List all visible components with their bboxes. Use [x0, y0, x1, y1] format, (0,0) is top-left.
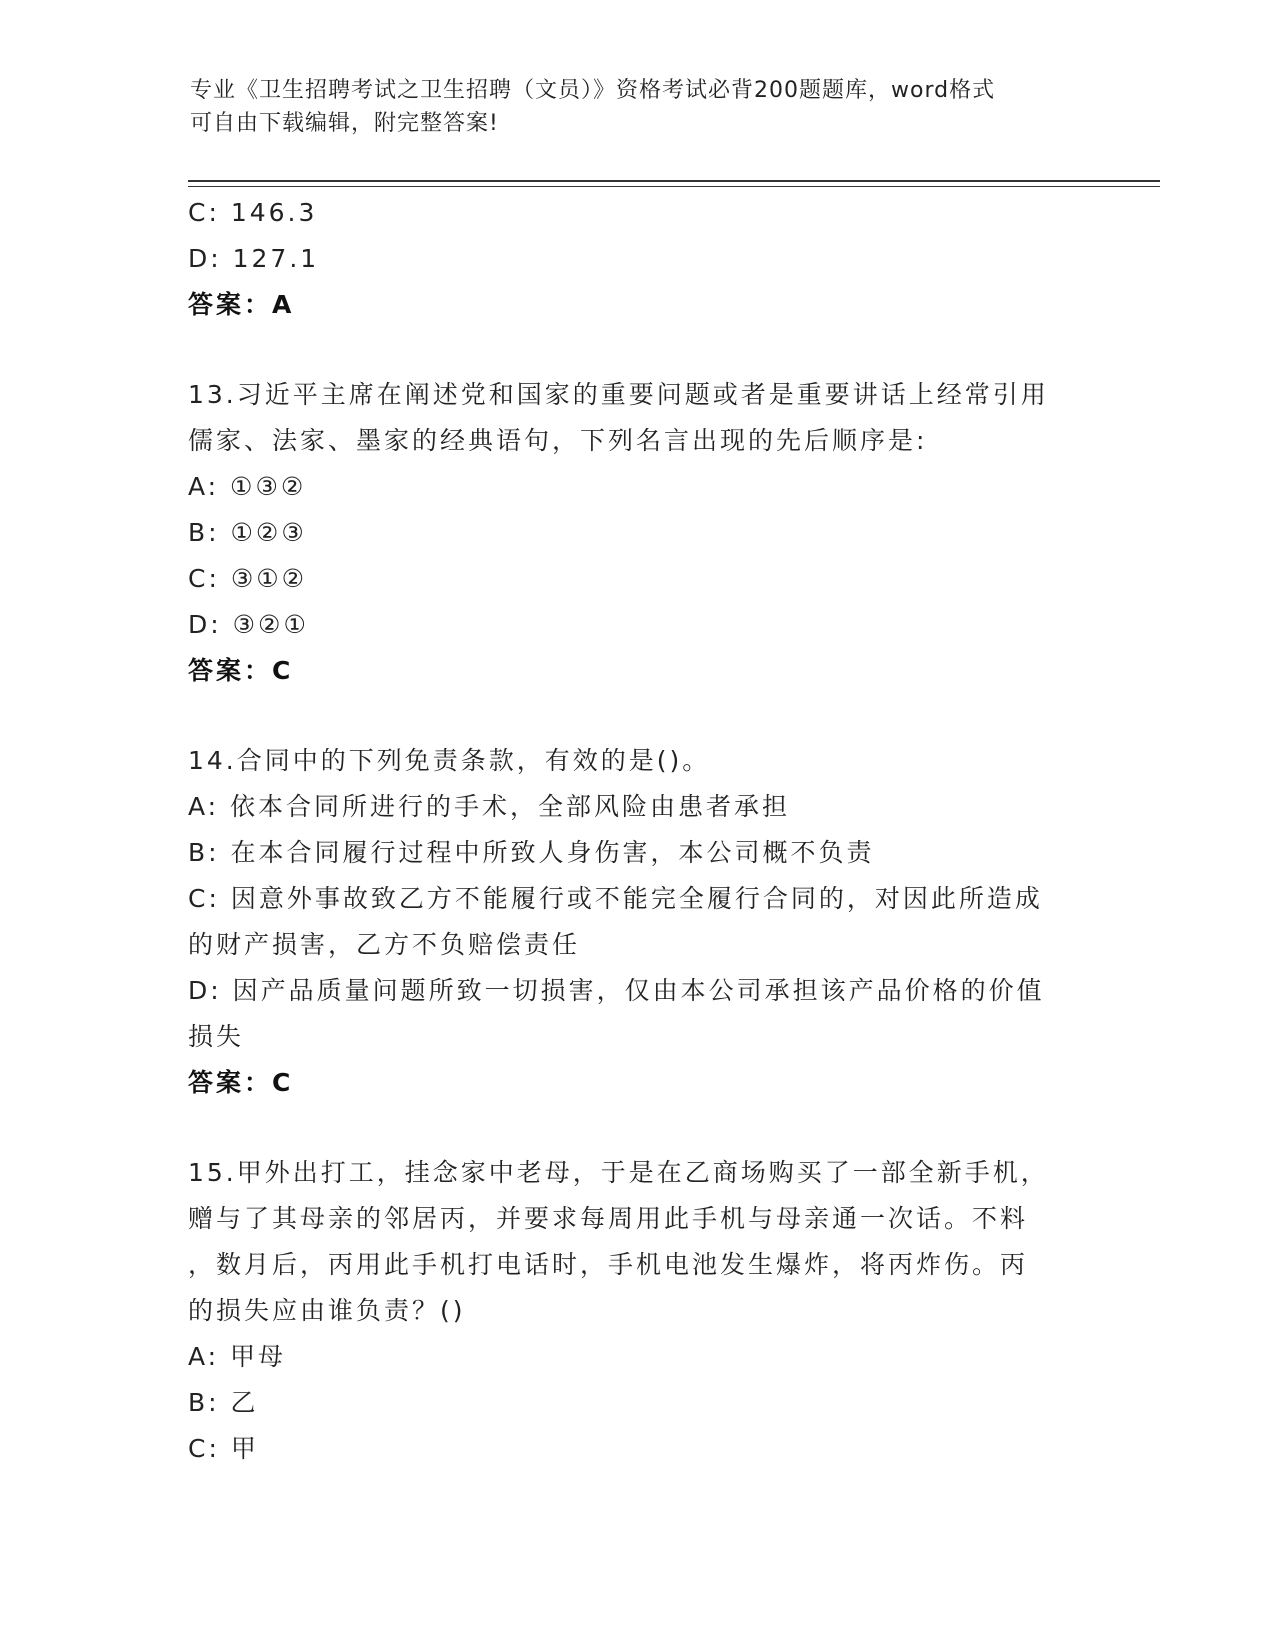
q12-option-d: D: 127.1 — [188, 244, 320, 273]
question-15 — [188, 1150, 1088, 1472]
q14-stem: 14.合同中的下列免责条款，有效的是()。 — [188, 746, 711, 775]
q15-option-a: A: 甲母 — [188, 1342, 287, 1371]
q15-stem-line-4: 的损失应由谁负责？() — [188, 1296, 466, 1325]
spacer — [188, 694, 1088, 738]
document-header — [190, 74, 1090, 140]
q14-option-c-line-2: 的财产损害，乙方不负赔偿责任 — [188, 930, 581, 959]
q13-option-a: A: ①③② — [188, 472, 307, 501]
q14-option-d-line-1: D: 因产品质量问题所致一切损害，仅由本公司承担该产品价格的价值 — [188, 976, 1045, 1005]
q15-option-c: C: 甲 — [188, 1434, 259, 1463]
q12-option-c: C: 146.3 — [188, 198, 318, 227]
spacer — [188, 328, 1088, 372]
q13-option-c: C: ③①② — [188, 564, 308, 593]
question-13 — [188, 372, 1088, 694]
q15-option-b: B: 乙 — [188, 1388, 259, 1417]
header-title-line-2: 可自由下载编辑，附完整答案! — [190, 111, 499, 136]
header-divider-thin — [188, 186, 1160, 187]
q15-stem-line-1: 15.甲外出打工，挂念家中老母，于是在乙商场购买了一部全新手机， — [188, 1158, 1049, 1187]
q14-option-c-line-1: C: 因意外事故致乙方不能履行或不能完全履行合同的，对因此所造成 — [188, 884, 1043, 913]
q13-option-b: B: ①②③ — [188, 518, 307, 547]
q15-stem-line-2: 赠与了其母亲的邻居丙，并要求每周用此手机与母亲通一次话。不料 — [188, 1204, 1029, 1233]
question-12 — [188, 190, 1088, 328]
header-title-line-1: 专业《卫生招聘考试之卫生招聘（文员）》资格考试必背200题题库，word格式 — [190, 78, 996, 103]
q15-stem-line-3: ，数月后，丙用此手机打电话时，手机电池发生爆炸，将丙炸伤。丙 — [188, 1250, 1029, 1279]
q14-option-b: B: 在本合同履行过程中所致人身伤害，本公司概不负责 — [188, 838, 875, 867]
spacer — [188, 1106, 1088, 1150]
q13-answer: 答案：C — [188, 656, 294, 685]
header-divider-thick — [188, 180, 1160, 182]
q14-answer: 答案：C — [188, 1068, 294, 1097]
q12-answer: 答案：A — [188, 290, 295, 319]
q14-option-d-line-2: 损失 — [188, 1022, 245, 1051]
q14-option-a: A: 依本合同所进行的手术，全部风险由患者承担 — [188, 792, 791, 821]
q13-option-d: D: ③②① — [188, 610, 309, 639]
q13-stem-line-2: 儒家、法家、墨家的经典语句，下列名言出现的先后顺序是: — [188, 426, 928, 455]
question-list — [188, 190, 1088, 1472]
q13-stem-line-1: 13.习近平主席在阐述党和国家的重要问题或者是重要讲话上经常引用 — [188, 380, 1049, 409]
question-14 — [188, 738, 1088, 1106]
